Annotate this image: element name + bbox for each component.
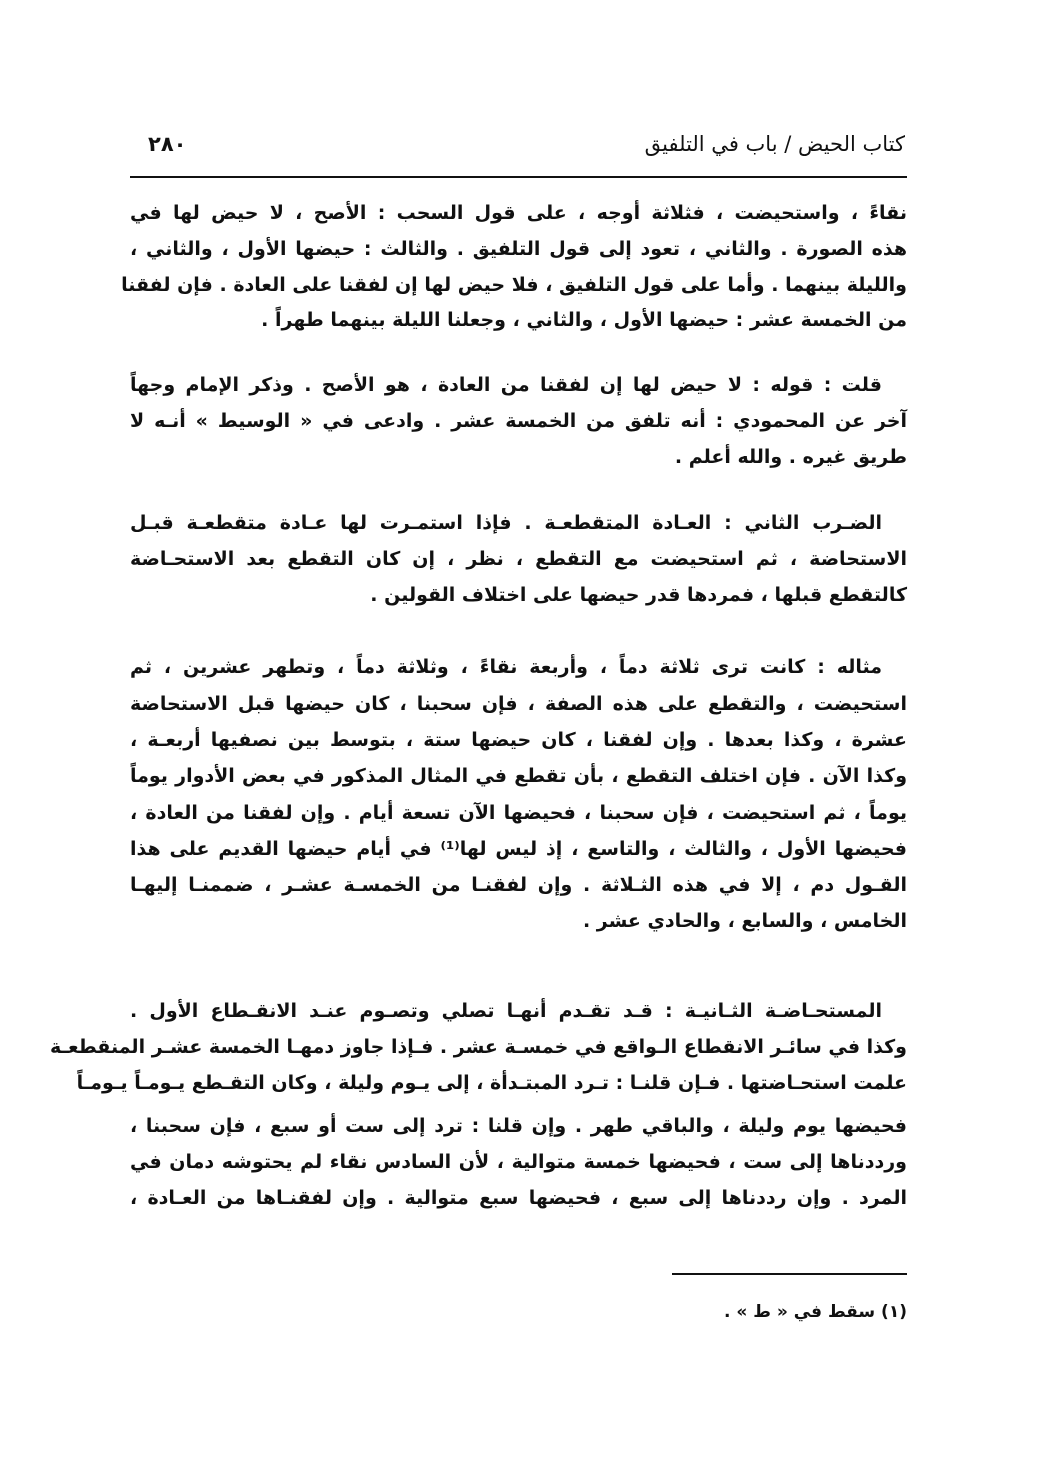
text-line: الاستحاضة ، ثم استحيضت مع التقطع ، نظر ، إن كان التقطع بعد الاستحـاضة: [130, 548, 907, 570]
text-line: المستحـاضـة الثـانيـة : قـد تقـدم أنهـا تصلي وتصـوم عنـد الانقـطاع الأول .: [130, 1000, 882, 1022]
text-line: قلت : قوله : لا حيض لها إن لفقنا من العادة ، هو الأصح . وذكر الإمام وجهاً: [130, 374, 882, 396]
header-rule: [130, 176, 907, 178]
text-line: هذه الصورة . والثاني ، تعود إلى قول التلفيق . والثالث : حيضها الأول ، والثاني ،: [130, 238, 907, 260]
text-line: والليلة بينهما . وأما على قول التلفيق ، فلا حيض لها إن لفقنا على العادة . فإن لفقنا: [121, 274, 907, 296]
text-line: فحيضها الأول ، والثالث ، والتاسع ، إذ ليس لها⁽¹⁾ في أيام حيضها القديم على هذا: [130, 838, 907, 860]
text-line: الخامس ، والسابع ، والحادي عشر .: [582, 910, 907, 932]
text-line: آخر عن المحمودي : أنه تلفق من الخمسة عشر . وادعى في « الوسيط » أنـه لا: [130, 410, 907, 432]
running-header-title: كتاب الحيض / باب في التلفيق: [644, 132, 905, 156]
text-line: علمت استحـاضتها . فـإن قلنـا : تـرد المبتـدأة ، إلى يـوم وليلة ، وكان التقـطع يـومـاً يـومـاً: [76, 1072, 907, 1094]
text-line: الضـرب الثاني : العـادة المتقطعـة . فإذا استمـرت لها عـادة متقطعـة قبـل: [130, 512, 882, 534]
text-line: عشرة ، وكذا بعدها . وإن لفقنا ، كان حيضها ستة ، بتوسط بين نصفيها أربعـة ،: [130, 729, 907, 751]
text-line: وكذا في سائـر الانقطاع الـواقع في خمسـة عشر . فـإذا جاوز دمهـا الخمسة عشـر المنقطعـة: [50, 1036, 907, 1058]
text-line: القـول دم ، إلا في هذه الثـلاثة . وإن لفقنـا من الخمسـة عشـر ، ضممنـا إليهـا: [130, 874, 907, 896]
text-line: وكذا الآن . فإن اختلف التقطع ، بأن تقطع في المثال المذكور في بعض الأدوار يوماً: [130, 765, 907, 787]
page-number: ٢٨٠: [148, 132, 187, 156]
footnote: (١) سقط في « ط » .: [723, 1302, 907, 1322]
text-line: مثاله : كانت ترى ثلاثة دماً ، وأربعة نقاءً ، وثلاثة دماً ، وتطهر عشرين ، ثم: [130, 656, 882, 678]
text-line: من الخمسة عشر : حيضها الأول ، والثاني ، وجعلنا الليلة بينهما طهراً .: [261, 309, 907, 331]
text-line: استحيضت ، والتقطع على هذه الصفة ، فإن سحبنا ، كان حيضها قبل الاستحاضة: [130, 693, 907, 715]
text-line: طريق غيره . والله أعلم .: [674, 446, 907, 468]
text-line: المرد . وإن رددناها إلى سبع ، فحيضها سبع متوالية . وإن لفقنـاها من العـادة ،: [130, 1187, 907, 1209]
text-line: كالتقطع قبلها ، فمردها قدر حيضها على اختلاف القولين .: [370, 584, 907, 606]
footnote-rule: [672, 1273, 907, 1275]
text-line: يوماً ، ثم استحيضت ، فإن سحبنا ، فحيضها الآن تسعة أيام . وإن لفقنا من العادة ،: [130, 802, 907, 824]
text-line: نقاءً ، واستحيضت ، فثلاثة أوجه ، على قول السحب : الأصح ، لا حيض لها في: [130, 202, 907, 224]
text-line: فحيضها يوم وليلة ، والباقي طهر . وإن قلنا : ترد إلى ست أو سبع ، فإن سحبنا ،: [130, 1115, 907, 1137]
text-line: ورددناها إلى ست ، فحيضها خمسة متوالية ، لأن السادس نقاء لم يحتوشه دمان في: [130, 1151, 907, 1173]
